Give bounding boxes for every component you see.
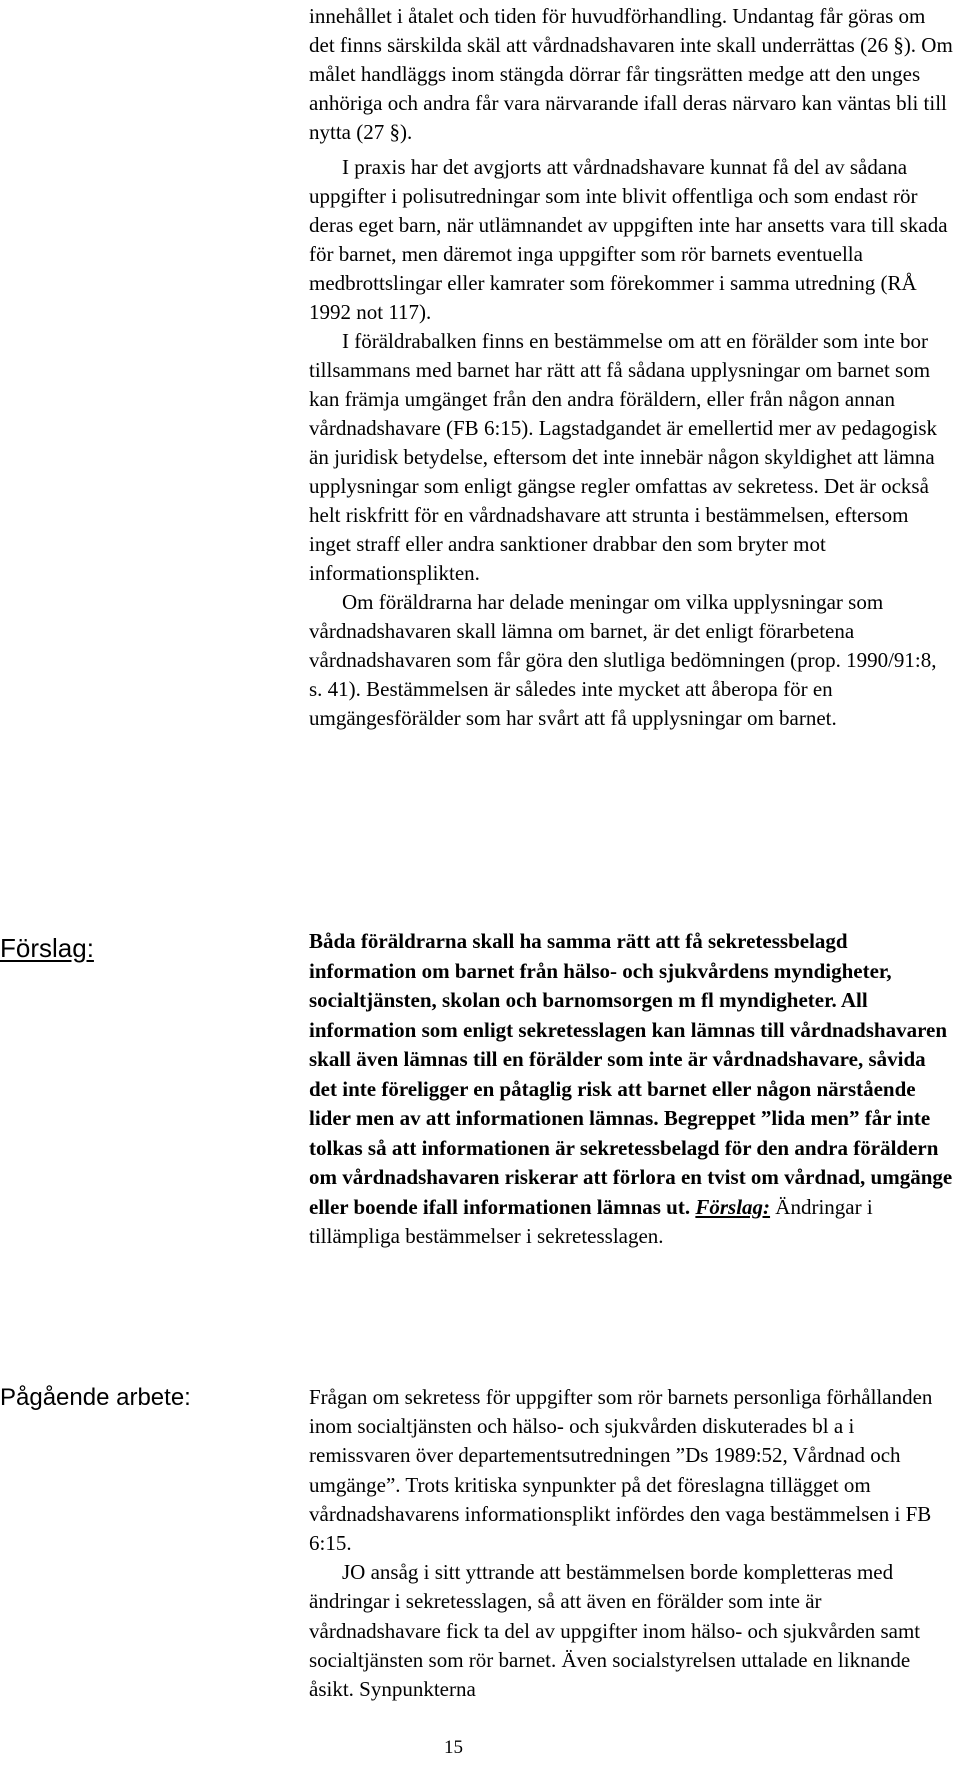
proposal-rest-text: Ändringar i tillämpliga bestämmelser i sekretesslagen. xyxy=(309,1194,873,1248)
paragraph-2: I praxis har det avgjorts att vårdnadshavare kunnat få del av sådana uppgifter i polisutredningar som inte blivit offentliga och som endast rör deras eget barn, när utlämnandet av uppgiften inte har ansetts vara till skada för barnet, men däremot inga uppgifter som rör barnets eventuella medbrottslingar eller kamrater som förekommer i samma utredning (RÅ 1992 not 117). xyxy=(309,155,948,324)
paragraph-3: I föräldrabalken finns en bestämmelse om att en förälder som inte bor tillsammans med barnet har rätt att få sådana upplysningar om barnet som kan främja umgänget från den andra föräldern, eller från någon annan vårdnadshavare (FB 6:15). Lagstadgandet är emellertid mer av pedagogisk än juridisk betydelse, eftersom det inte innebär någon skyldighet att lämna upplysningar som enligt gängse regler omfattas av sekretess. Det är också helt riskfritt för en vårdnadshavare att strunta i bestämmelsen, eftersom inget straff eller andra sanktioner drabbar den som bryter mot informationsplikten. xyxy=(309,329,938,585)
ongoing-paragraph-2: JO ansåg i sitt yttrande att bestämmelsen borde kompletteras med ändringar i sekretesslagen, så att även en förälder som inte är vårdnadshavare fick ta del av uppgifter inom hälso- och sjukvården samt socialtjänsten som rör barnet. Även socialstyrelsen uttalade en liknande åsikt. Synpunkterna xyxy=(309,1560,921,1702)
paragraph-4: Om föräldrarna har delade meningar om vilka upplysningar som vårdnadshavaren skall lämna om barnet, är det enligt förarbetena vårdnadshavaren som får göra den slutliga bedömningen (prop. 1990/91:8, s. 41). Bestämmelsen är således inte mycket att åberopa för en umgängesförälder som har svårt att få upplysningar om barnet. xyxy=(309,590,937,730)
body-text xyxy=(309,2,955,733)
heading-forslag: Förslag: xyxy=(0,933,94,963)
page-number: 15 xyxy=(444,1737,463,1758)
ongoing-paragraph-1: Frågan om sekretess för uppgifter som rör barnets personliga förhållanden inom socialtjänsten och hälso- och sjukvården diskuterades bl a i remissvaren över departementsutredningen ”Ds 1989:52, Vårdnad och umgänge”. Trots kritiska synpunkter på det föreslagna tillägget om vårdnadshavarens informationsplikt infördes den vaga bestämmelsen i FB 6:15. xyxy=(309,1385,933,1556)
proposal-paragraph xyxy=(309,927,955,1252)
heading-pagaende-arbete: Pågående arbete: xyxy=(0,1384,191,1411)
ongoing-work-section xyxy=(309,1383,955,1704)
proposal-inline-label: Förslag: xyxy=(695,1194,771,1219)
proposal-bold-text: Båda föräldrarna skall ha samma rätt att få sekretessbelagd information om barnet från hälso- och sjukvårdens myndigheter, socialtjänsten, skolan och barnomsorgen m fl myndigheter. All information som enligt sekretesslagen kan lämnas till vårdnadshavaren skall även lämnas till en förälder som inte är vårdnadshavare, såvida det inte föreligger en påtaglig risk att barnet eller någon närstående lider men av att informationen lämnas. Begreppet ”lida men” får inte tolkas så att informationen är sekretessbelagd för den andra föräldern om vårdnadshavaren riskerar att förlora en tvist om vårdnad, umgänge eller boende ifall informationen lämnas ut. xyxy=(309,929,953,1219)
paragraph-1: innehållet i åtalet och tiden för huvudförhandling. Undantag får göras om det finns särskilda skäl att vårdnadshavaren inte skall underrättas (26 §). Om målet handläggs inom stängda dörrar får tingsrätten medge att den unges anhöriga och andra får vara närvarande ifall deras närvaro kan väntas bli till nytta (27 §). xyxy=(309,4,953,144)
proposal-section xyxy=(309,927,955,1252)
